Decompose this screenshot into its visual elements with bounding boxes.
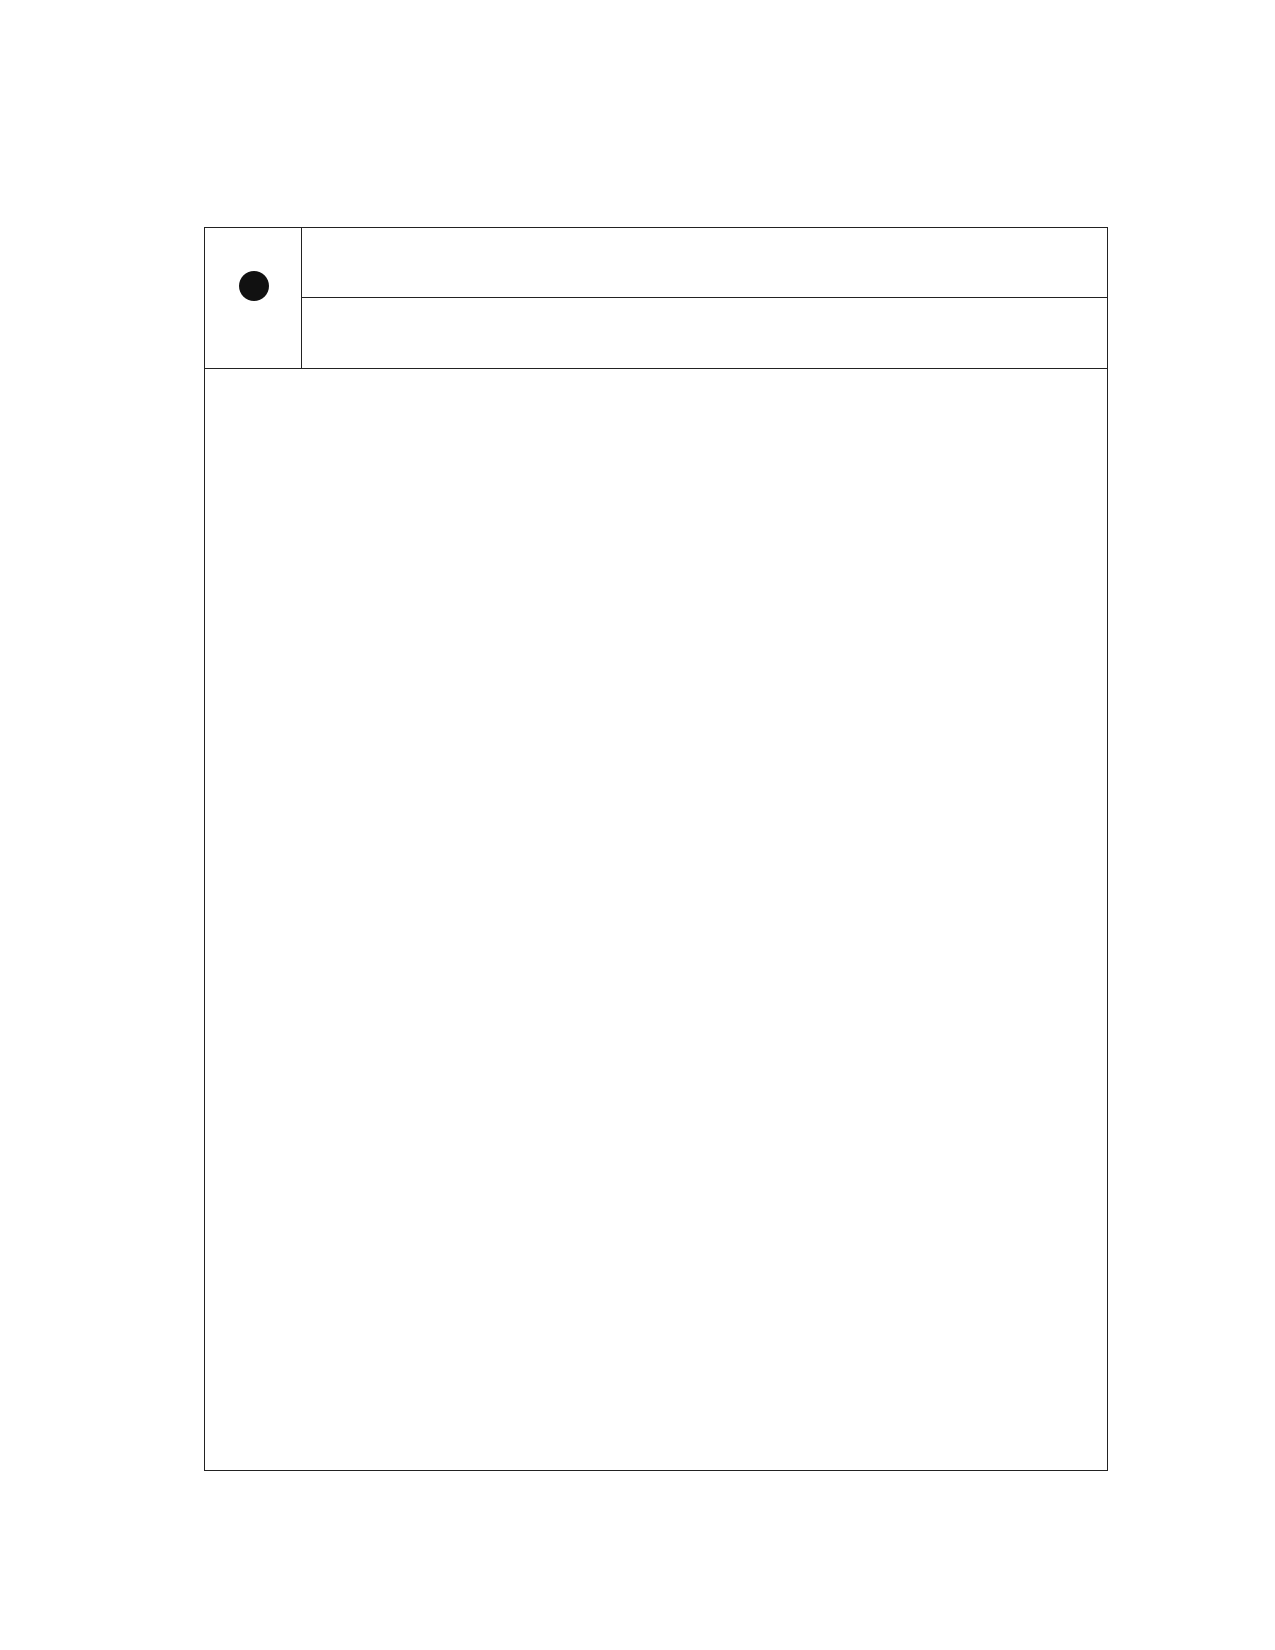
duties-section (215, 378, 1095, 382)
position-title-thai (302, 228, 1107, 298)
position-frame (204, 227, 1108, 1471)
position-table (205, 228, 1107, 369)
position-title-english (302, 298, 1107, 369)
position-label-cell (205, 228, 302, 368)
position-number-badge (239, 271, 269, 301)
